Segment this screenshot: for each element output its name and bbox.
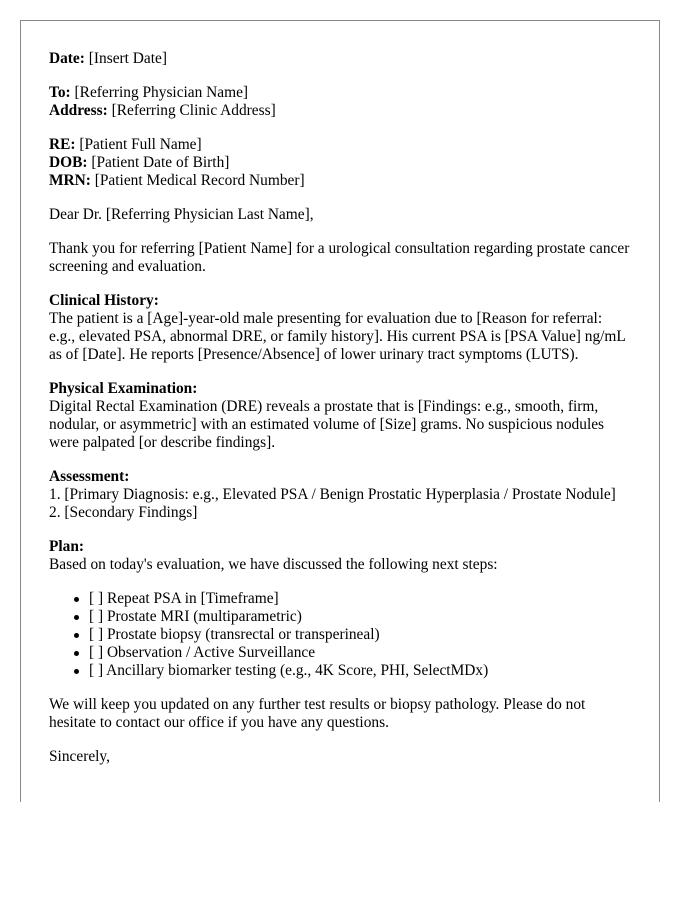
plan-list-item: [ ] Prostate MRI (multiparametric) [89, 608, 631, 626]
closing-paragraph: We will keep you updated on any further test results or biopsy pathology. Please do not hesitate to contact our office if you have any questions. [49, 696, 586, 731]
signoff: Sincerely, [49, 748, 110, 765]
assessment-item: 1. [Primary Diagnosis: e.g., Elevated PSA / Benign Prostatic Hyperplasia / Prostate Nodule] [49, 486, 616, 503]
physical-exam-heading: Physical Examination: [49, 380, 198, 397]
plan-section [49, 538, 631, 680]
clinical-history-text: The patient is a [Age]-year-old male presenting for evaluation due to [Reason for referral: e.g., elevated PSA, abnormal DRE, or family history]. His current PSA is [PSA Value] ng/mL as of [Date]. He reports [Presence/Absence] of lower urinary tract symptoms (LUTS). [49, 310, 626, 363]
address-value: [Referring Clinic Address] [111, 102, 276, 119]
address-label: Address: [49, 102, 108, 119]
re-line [49, 136, 631, 154]
plan-heading: Plan: [49, 538, 85, 555]
assessment-section [49, 468, 631, 522]
to-label: To: [49, 84, 71, 101]
re-value: [Patient Full Name] [79, 136, 202, 153]
plan-list-item: [ ] Observation / Active Surveillance [89, 644, 631, 662]
assessment-heading: Assessment: [49, 468, 130, 485]
plan-list [49, 590, 631, 680]
plan-list-item: [ ] Ancillary biomarker testing (e.g., 4K Score, PHI, SelectMDx) [89, 662, 631, 680]
date-line [49, 50, 631, 68]
physical-exam-section [49, 380, 631, 452]
plan-intro: Based on today's evaluation, we have discussed the following next steps: [49, 556, 498, 573]
dob-label: DOB: [49, 154, 88, 171]
date-value: [Insert Date] [88, 50, 167, 67]
clinical-history-heading: Clinical History: [49, 292, 159, 309]
plan-list-item: [ ] Prostate biopsy (transrectal or transperineal) [89, 626, 631, 644]
clinical-history-section [49, 292, 631, 364]
mrn-label: MRN: [49, 172, 91, 189]
header-block [49, 50, 631, 68]
intro-paragraph: Thank you for referring [Patient Name] for a urological consultation regarding prostate cancer screening and evaluation. [49, 240, 630, 275]
mrn-value: [Patient Medical Record Number] [94, 172, 305, 189]
letter-page [20, 20, 660, 802]
to-line [49, 84, 631, 102]
patient-block [49, 136, 631, 190]
assessment-item: 2. [Secondary Findings] [49, 504, 198, 521]
plan-list-item: [ ] Repeat PSA in [Timeframe] [89, 590, 631, 608]
re-label: RE: [49, 136, 76, 153]
salutation: Dear Dr. [Referring Physician Last Name], [49, 206, 314, 223]
address-line [49, 102, 631, 120]
dob-value: [Patient Date of Birth] [91, 154, 230, 171]
dob-line [49, 154, 631, 172]
date-label: Date: [49, 50, 85, 67]
mrn-line [49, 172, 631, 190]
physical-exam-text: Digital Rectal Examination (DRE) reveals a prostate that is [Findings: e.g., smooth, firm, nodular, or asymmetric] with an estimated volume of [Size] grams. No suspicious nodules were palpated [or describe findings]. [49, 398, 605, 451]
to-value: [Referring Physician Name] [74, 84, 249, 101]
recipient-block [49, 84, 631, 120]
